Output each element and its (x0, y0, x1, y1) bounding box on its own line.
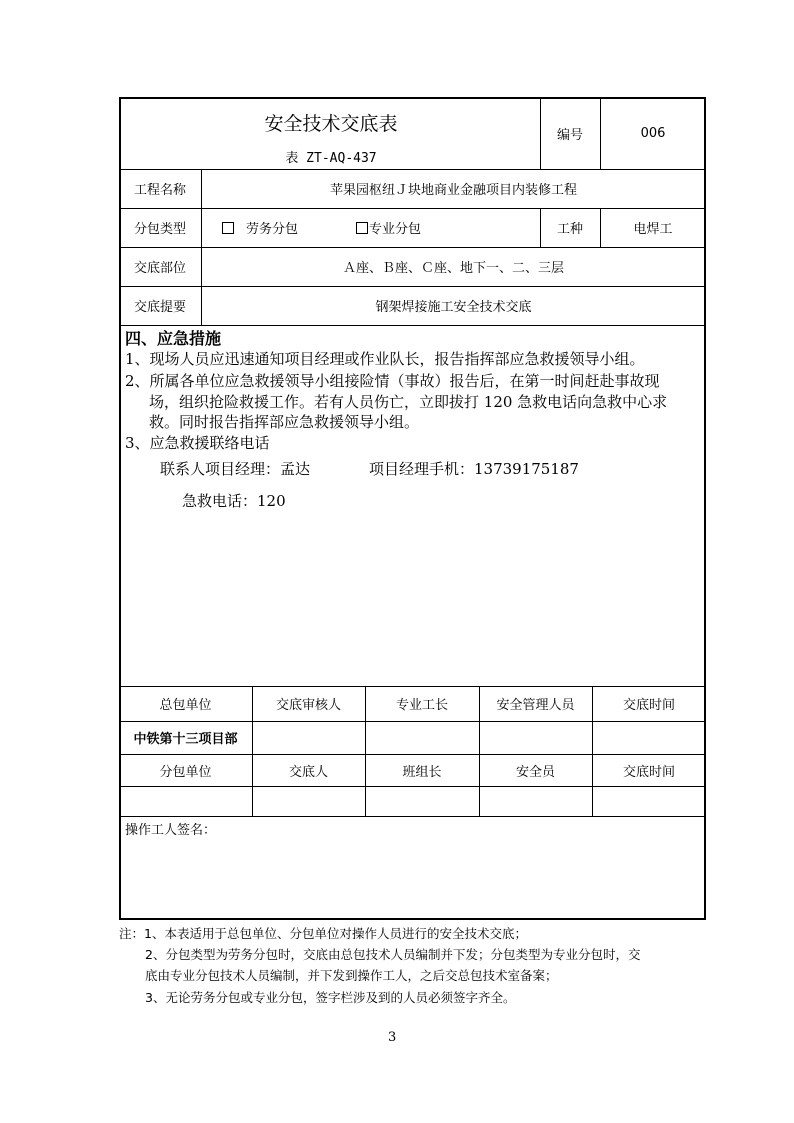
general-contractor-header: 总包单位 (159, 698, 212, 713)
signature-field[interactable] (119, 786, 252, 816)
signature-field[interactable] (479, 786, 592, 816)
labor-subcontract-option[interactable] (222, 208, 322, 247)
contact-person: 联系人项目经理：孟达 (160, 460, 311, 478)
trade-label: 工种 (556, 222, 583, 237)
location-label: 交底部位 (133, 261, 186, 276)
briefer-header: 交底人 (288, 764, 328, 780)
briefing-time-header: 交底时间 (622, 698, 675, 713)
safety-manager-header: 安全管理人员 (496, 698, 575, 713)
summary-label: 交底提要 (133, 300, 186, 315)
note-line: 3、无论劳务分包或专业分包，签字栏涉及到的人员必须签字齐全。 (145, 990, 516, 1005)
form-title: 安全技术交底表 (264, 112, 398, 135)
sub-type-label: 分包类型 (133, 222, 186, 237)
signature-field[interactable] (252, 786, 365, 816)
safety-officer-header: 安全员 (515, 764, 555, 780)
project-name: 苹果园枢纽Ｊ块地商业金融项目内装修工程 (329, 183, 577, 198)
specialty-subcontract-option[interactable] (356, 208, 456, 247)
content-line: 场，组织抢险救援工作。若有人员伤亡，立即拔打 120 急救电话向急救中心求 (149, 393, 668, 411)
signature-field[interactable] (252, 721, 365, 754)
note-line: 底由专业分包技术人员编制，并下发到操作工人，之后交总包技术室备案； (145, 968, 558, 983)
date-field[interactable] (592, 786, 706, 816)
number-label: 编号 (556, 127, 583, 143)
page-number: 3 (388, 1030, 397, 1045)
date-field[interactable] (592, 721, 706, 754)
briefing-time-header: 交底时间 (622, 764, 675, 780)
contact-phone: 项目经理手机：13739175187 (369, 460, 579, 478)
checkbox-icon[interactable] (356, 222, 368, 234)
number-value: 006 (640, 125, 666, 141)
content-line: 救。同时报告指挥部应急救援领导小组。 (149, 413, 420, 431)
option-label: 劳务分包 (246, 222, 299, 237)
form-code: 表 ZT-AQ-437 (285, 150, 377, 166)
emergency-phone: 急救电话：120 (182, 492, 286, 510)
workers-signature-label: 操作工人签名： (125, 823, 217, 838)
content-line: 3、应急救援联络电话 (125, 434, 270, 452)
location-value: Ａ座、Ｂ座、Ｃ座、地下一、二、三层 (342, 261, 564, 276)
content-line: 1、现场人员应迅速通知项目经理或作业队长，报告指挥部应急救援领导小组。 (125, 350, 645, 368)
subcontractor-header: 分包单位 (159, 764, 212, 780)
note-line: 注：1、本表适用于总包单位、分包单位对操作人员进行的安全技术交底； (119, 926, 527, 941)
signature-field[interactable] (365, 786, 479, 816)
project-name-label: 工程名称 (133, 183, 186, 198)
workers-signature-area[interactable] (121, 840, 704, 918)
section-heading: 四、应急措施 (125, 329, 222, 348)
note-line: 2、分包类型为劳务分包时，交底由总包技术人员编制并下发；分包类型为专业分包时，交 (145, 947, 641, 962)
reviewer-header: 交底审核人 (275, 698, 341, 713)
team-leader-header: 班组长 (402, 764, 442, 780)
row-divider (119, 816, 706, 817)
general-contractor-value: 中铁第十三项目部 (133, 732, 238, 747)
summary-value: 钢架焊接施工安全技术交底 (375, 300, 532, 315)
signature-field[interactable] (365, 721, 479, 754)
trade-value: 电焊工 (633, 222, 673, 237)
signature-field[interactable] (479, 721, 592, 754)
foreman-header: 专业工长 (395, 698, 448, 713)
content-line: 2、所属各单位应急救援领导小组接险情（事故）报告后，在第一时间赶赴事故现 (125, 372, 660, 390)
checkbox-icon[interactable] (222, 222, 234, 234)
option-label: 专业分包 (369, 222, 422, 237)
